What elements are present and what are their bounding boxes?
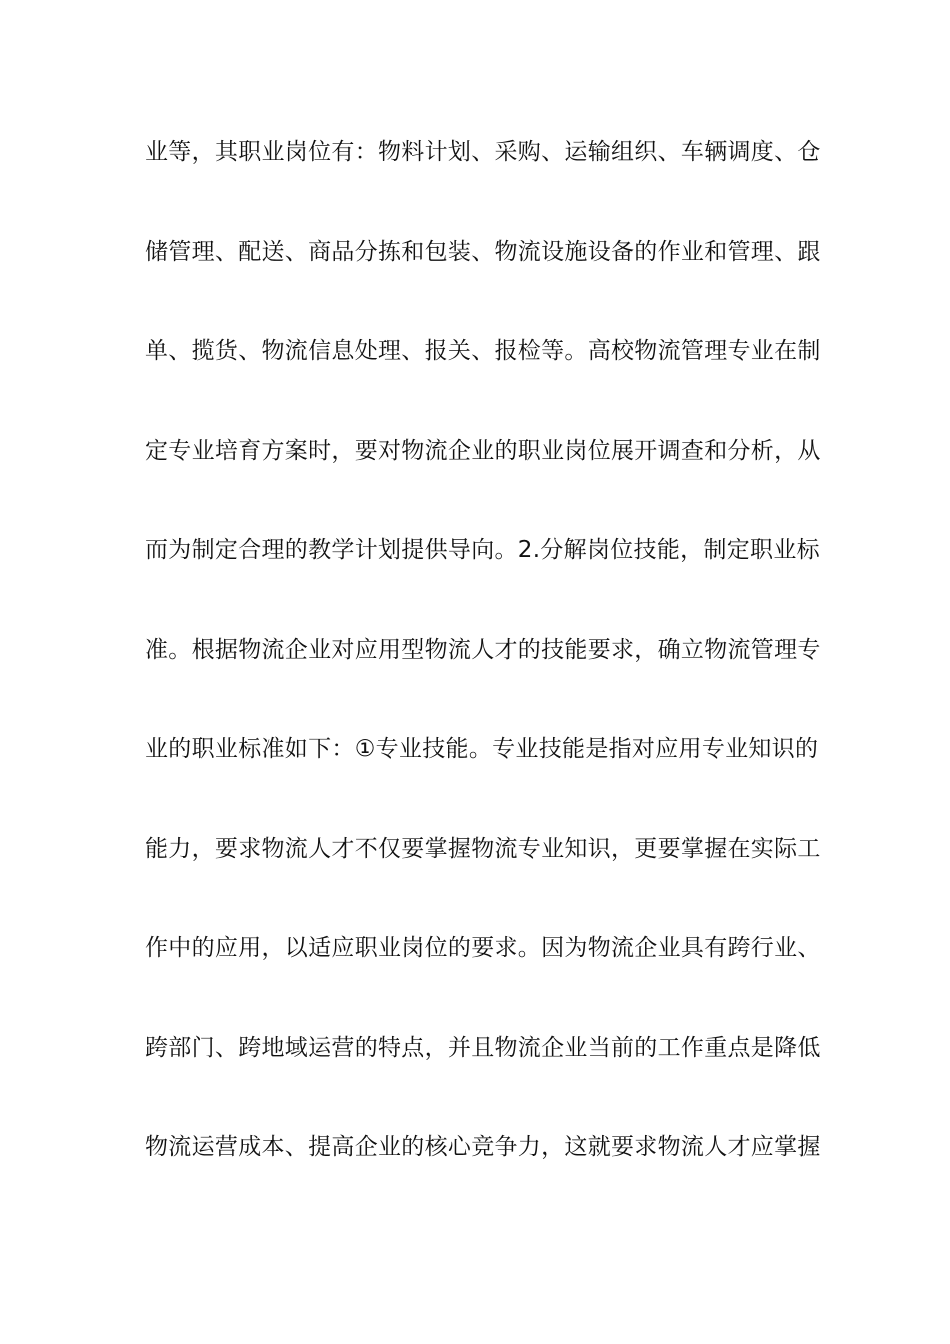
text-line: 能力，要求物流人才不仅要掌握物流专业知识，更要掌握在实际工 [145,835,821,862]
text-line: 单、揽货、物流信息处理、报关、报检等。高校物流管理专业在制 [145,338,821,364]
text-line: 作中的应用，以适应职业岗位的要求。因为物流企业具有跨行业、 [145,935,821,961]
text-line: 跨部门、跨地域运营的特点，并且物流企业当前的工作重点是降低 [145,1034,821,1061]
text-line: 物流运营成本、提高企业的核心竞争力，这就要求物流人才应掌握 [145,1134,821,1160]
text-line: 而为制定合理的教学计划提供导向。2.分解岗位技能，制定职业标 [145,537,820,563]
text-line: 储管理、配送、商品分拣和包装、物流设施设备的作业和管理、跟 [145,238,821,265]
body-paragraph [145,131,821,1226]
text-line: 业的职业标准如下：①专业技能。专业技能是指对应用专业知识的 [145,736,819,762]
text-line: 准。根据物流企业对应用型物流人才的技能要求，确立物流管理专 [145,636,821,663]
text-line: 定专业培育方案时，要对物流企业的职业岗位展开调查和分析，从 [145,437,821,464]
text-line: 业等，其职业岗位有：物料计划、采购、运输组织、车辆调度、仓 [145,139,821,165]
